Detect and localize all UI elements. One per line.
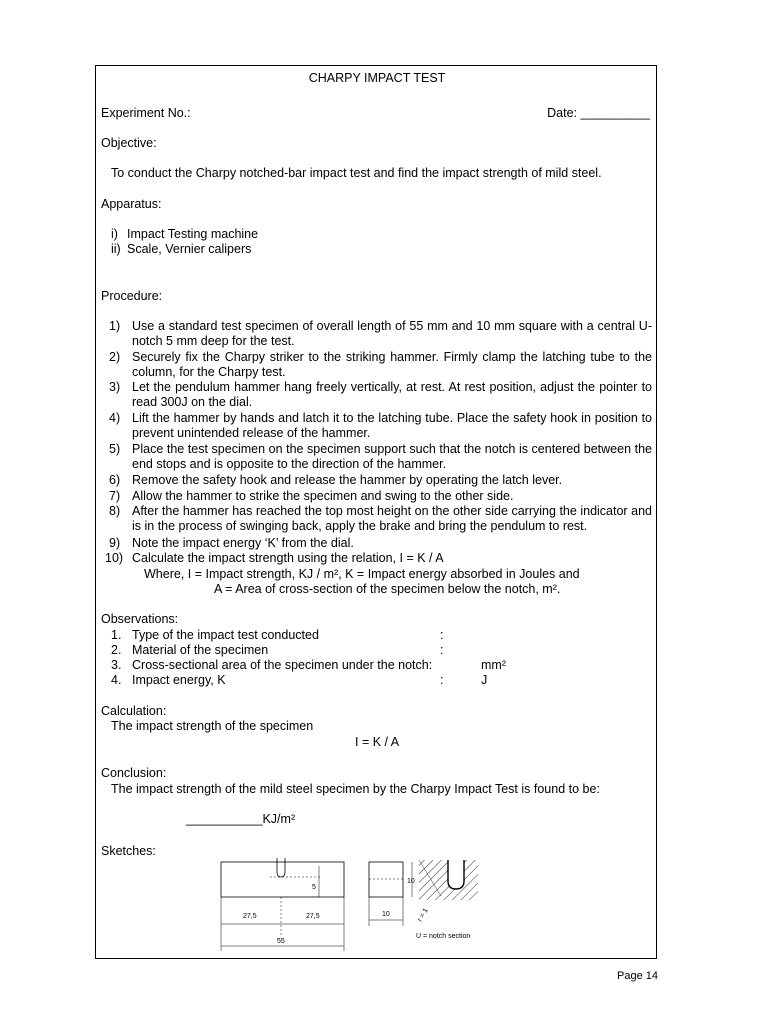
dim-height: 10 bbox=[407, 878, 415, 885]
obs-separator: : bbox=[440, 628, 444, 642]
apparatus-heading: Apparatus: bbox=[101, 197, 162, 211]
obs-label: Material of the specimen bbox=[132, 643, 269, 657]
step-number: 9) bbox=[109, 536, 121, 550]
procedure-step: Lift the hammer by hands and latch it to the latching tube. Place the safety hook in position to prevent unintended release of the hammer. bbox=[132, 411, 652, 441]
apparatus-num: i) bbox=[111, 227, 118, 241]
obs-separator: : bbox=[440, 673, 444, 687]
procedure-step: Use a standard test specimen of overall length of 55 mm and 10 mm square with a central U-notch 5 mm deep for the test. bbox=[132, 319, 652, 349]
charpy-specimen-sketch bbox=[216, 856, 506, 956]
dim-depth: 5 bbox=[312, 884, 316, 891]
apparatus-item: Scale, Vernier calipers bbox=[127, 242, 252, 256]
procedure-step: Place the test specimen on the specimen support such that the notch is centered between the end stops and is opposite to the direction of the hammer. bbox=[132, 442, 652, 472]
conclusion-heading: Conclusion: bbox=[101, 766, 167, 780]
obs-label: Impact energy, K bbox=[132, 673, 226, 687]
step-number: 10) bbox=[105, 551, 124, 565]
conclusion-result: ___________KJ/m² bbox=[186, 812, 296, 826]
observations-heading: Observations: bbox=[101, 612, 179, 626]
objective-text: To conduct the Charpy notched-bar impact test and find the impact strength of mild steel. bbox=[111, 166, 602, 180]
calculation-heading: Calculation: bbox=[101, 704, 167, 718]
obs-unit: mm² bbox=[481, 658, 506, 672]
objective-heading: Objective: bbox=[101, 136, 157, 150]
notch-section-view bbox=[416, 860, 478, 940]
step-number: 7) bbox=[109, 489, 121, 503]
step-number: 8) bbox=[109, 504, 121, 518]
date-label: Date: __________ bbox=[547, 106, 650, 120]
where-line-1: Where, I = Impact strength, KJ / m², K = Impact energy absorbed in Joules and bbox=[144, 567, 580, 581]
page-frame bbox=[95, 65, 657, 959]
obs-separator: : bbox=[440, 643, 444, 657]
conclusion-text: The impact strength of the mild steel specimen by the Charpy Impact Test is found to be: bbox=[111, 782, 600, 796]
obs-unit: J bbox=[481, 673, 488, 687]
step-number: 5) bbox=[109, 442, 121, 456]
obs-number: 3. bbox=[111, 658, 122, 672]
sketches-heading: Sketches: bbox=[101, 844, 156, 858]
dim-width: 10 bbox=[382, 911, 390, 918]
procedure-heading: Procedure: bbox=[101, 289, 163, 303]
procedure-step: Let the pendulum hammer hang freely vertically, at rest. At rest position, adjust the pointer to read 300J on the dial. bbox=[132, 380, 652, 410]
notch-caption: U = notch section bbox=[416, 933, 471, 940]
page-number: Page 14 bbox=[617, 970, 658, 982]
procedure-step: Allow the hammer to strike the specimen and swing to the other side. bbox=[132, 489, 514, 503]
experiment-label: Experiment No.: bbox=[101, 106, 191, 120]
obs-label: Cross-sectional area of the specimen under the notch: bbox=[132, 658, 433, 672]
procedure-step: Calculate the impact strength using the relation, I = K / A bbox=[132, 551, 444, 565]
page-title: CHARPY IMPACT TEST bbox=[308, 71, 446, 85]
specimen-front-view bbox=[221, 858, 344, 951]
dim-left: 27,5 bbox=[243, 913, 257, 920]
obs-number: 4. bbox=[111, 673, 122, 687]
procedure-step: Securely fix the Charpy striker to the striking hammer. Firmly clamp the latching tube to the column, for the Charpy test. bbox=[132, 350, 652, 380]
calculation-formula: I = K / A bbox=[355, 735, 400, 749]
step-number: 6) bbox=[109, 473, 121, 487]
specimen-side-view bbox=[369, 862, 415, 926]
procedure-step: After the hammer has reached the top most height on the other side carrying the indicator and is in the process of swinging back, apply the brake and bring the pendulum to rest. bbox=[132, 504, 652, 534]
apparatus-item: Impact Testing machine bbox=[127, 227, 259, 241]
dim-total: 55 bbox=[277, 938, 285, 945]
step-number: 1) bbox=[109, 319, 121, 333]
calculation-text: The impact strength of the specimen bbox=[111, 719, 314, 733]
obs-number: 2. bbox=[111, 643, 122, 657]
obs-number: 1. bbox=[111, 628, 122, 642]
dim-radius: r = 1 bbox=[416, 907, 430, 923]
step-number: 4) bbox=[109, 411, 121, 425]
where-line-2: A = Area of cross-section of the specimen below the notch, m². bbox=[214, 582, 561, 596]
step-number: 3) bbox=[109, 380, 121, 394]
apparatus-num: ii) bbox=[111, 242, 121, 256]
step-number: 2) bbox=[109, 350, 121, 364]
dim-right: 27,5 bbox=[306, 913, 320, 920]
obs-label: Type of the impact test conducted bbox=[132, 628, 319, 642]
procedure-step: Remove the safety hook and release the hammer by operating the latch lever. bbox=[132, 473, 563, 487]
procedure-step: Note the impact energy ‘K’ from the dial. bbox=[132, 536, 354, 550]
